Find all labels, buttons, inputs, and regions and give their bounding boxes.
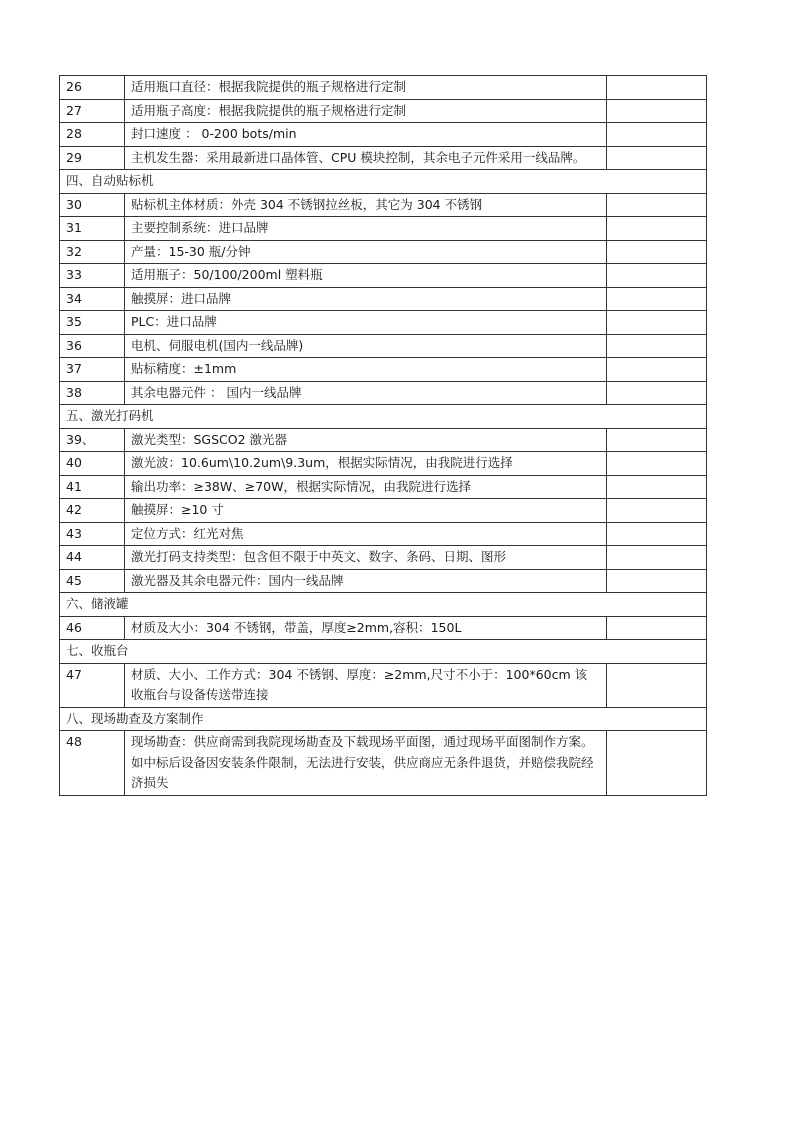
item-number: 45 <box>60 569 125 593</box>
empty-cell <box>607 663 707 707</box>
item-description: 定位方式：红光对焦 <box>125 522 607 546</box>
section-header-row <box>60 707 707 731</box>
item-number: 34 <box>60 287 125 311</box>
empty-cell <box>607 475 707 499</box>
item-description: 现场勘查：供应商需到我院现场勘查及下载现场平面图，通过现场平面图制作方案。如中标后设备因安装条件限制，无法进行安装，供应商应无条件退货，并赔偿我院经济损失 <box>125 731 607 796</box>
item-number: 30 <box>60 193 125 217</box>
empty-cell <box>607 240 707 264</box>
empty-cell <box>607 569 707 593</box>
empty-cell <box>607 334 707 358</box>
item-number: 35 <box>60 311 125 335</box>
item-number: 29 <box>60 146 125 170</box>
item-number: 26 <box>60 76 125 100</box>
empty-cell <box>607 546 707 570</box>
section-title: 四、自动贴标机 <box>60 170 707 194</box>
item-number: 27 <box>60 99 125 123</box>
empty-cell <box>607 123 707 147</box>
table-row <box>60 569 707 593</box>
item-description: 封口速度 ： 0-200 bots/min <box>125 123 607 147</box>
spec-table <box>59 75 707 796</box>
item-description: 激光打码支持类型：包含但不限于中英文、数字、条码、日期、图形 <box>125 546 607 570</box>
table-row <box>60 311 707 335</box>
section-header-row <box>60 170 707 194</box>
section-title: 八、现场勘查及方案制作 <box>60 707 707 731</box>
item-number: 31 <box>60 217 125 241</box>
table-row <box>60 381 707 405</box>
table-row <box>60 499 707 523</box>
section-header-row <box>60 405 707 429</box>
empty-cell <box>607 193 707 217</box>
empty-cell <box>607 731 707 796</box>
section-header-row <box>60 593 707 617</box>
empty-cell <box>607 428 707 452</box>
table-row <box>60 334 707 358</box>
item-number: 48 <box>60 731 125 796</box>
table-row <box>60 663 707 707</box>
table-row <box>60 240 707 264</box>
empty-cell <box>607 146 707 170</box>
item-number: 40 <box>60 452 125 476</box>
item-number: 32 <box>60 240 125 264</box>
table-row <box>60 731 707 796</box>
table-row <box>60 123 707 147</box>
item-description: 适用瓶口直径：根据我院提供的瓶子规格进行定制 <box>125 76 607 100</box>
empty-cell <box>607 311 707 335</box>
item-description: 材质及大小：304 不锈钢，带盖，厚度≥2mm,容积：150L <box>125 616 607 640</box>
item-description: 激光波：10.6um\10.2um\9.3um，根据实际情况，由我院进行选择 <box>125 452 607 476</box>
item-number: 33 <box>60 264 125 288</box>
item-description: 贴标精度：±1mm <box>125 358 607 382</box>
empty-cell <box>607 616 707 640</box>
section-title: 五、激光打码机 <box>60 405 707 429</box>
table-row <box>60 287 707 311</box>
table-row <box>60 452 707 476</box>
table-row <box>60 146 707 170</box>
section-title: 六、储液罐 <box>60 593 707 617</box>
item-description: 电机、伺服电机(国内一线品牌) <box>125 334 607 358</box>
empty-cell <box>607 358 707 382</box>
item-description: 激光器及其余电器元件：国内一线品牌 <box>125 569 607 593</box>
table-row <box>60 358 707 382</box>
section-header-row <box>60 640 707 664</box>
item-number: 46 <box>60 616 125 640</box>
empty-cell <box>607 217 707 241</box>
item-description: 主要控制系统：进口品牌 <box>125 217 607 241</box>
item-number: 44 <box>60 546 125 570</box>
item-number: 42 <box>60 499 125 523</box>
item-description: PLC：进口品牌 <box>125 311 607 335</box>
item-number: 37 <box>60 358 125 382</box>
table-row <box>60 475 707 499</box>
empty-cell <box>607 76 707 100</box>
item-description: 触摸屏：进口品牌 <box>125 287 607 311</box>
item-description: 材质、大小、工作方式：304 不锈钢、厚度：≥2mm,尺寸不小于：100*60cm 该 收瓶台与设备传送带连接 <box>125 663 607 707</box>
item-description: 其余电器元件 ： 国内一线品牌 <box>125 381 607 405</box>
item-number: 41 <box>60 475 125 499</box>
empty-cell <box>607 452 707 476</box>
empty-cell <box>607 287 707 311</box>
table-row <box>60 546 707 570</box>
table-row <box>60 76 707 100</box>
spec-table-body <box>60 76 707 796</box>
item-number: 36 <box>60 334 125 358</box>
table-row <box>60 99 707 123</box>
table-row <box>60 428 707 452</box>
table-row <box>60 616 707 640</box>
item-description: 产量：15-30 瓶/分钟 <box>125 240 607 264</box>
empty-cell <box>607 381 707 405</box>
item-description: 输出功率：≥38W、≥70W，根据实际情况，由我院进行选择 <box>125 475 607 499</box>
item-description: 适用瓶子高度：根据我院提供的瓶子规格进行定制 <box>125 99 607 123</box>
item-number: 39、 <box>60 428 125 452</box>
empty-cell <box>607 499 707 523</box>
item-description: 适用瓶子：50/100/200ml 塑料瓶 <box>125 264 607 288</box>
item-description: 贴标机主体材质：外壳 304 不锈钢拉丝板，其它为 304 不锈钢 <box>125 193 607 217</box>
empty-cell <box>607 264 707 288</box>
table-row <box>60 193 707 217</box>
table-row <box>60 264 707 288</box>
item-number: 47 <box>60 663 125 707</box>
section-title: 七、收瓶台 <box>60 640 707 664</box>
item-number: 38 <box>60 381 125 405</box>
item-number: 43 <box>60 522 125 546</box>
item-description: 激光类型：SGSCO2 激光器 <box>125 428 607 452</box>
table-row <box>60 217 707 241</box>
empty-cell <box>607 99 707 123</box>
item-number: 28 <box>60 123 125 147</box>
item-description: 主机发生器：采用最新进口晶体管、CPU 模块控制，其余电子元件采用一线品牌。 <box>125 146 607 170</box>
item-description: 触摸屏：≥10 寸 <box>125 499 607 523</box>
table-row <box>60 522 707 546</box>
empty-cell <box>607 522 707 546</box>
